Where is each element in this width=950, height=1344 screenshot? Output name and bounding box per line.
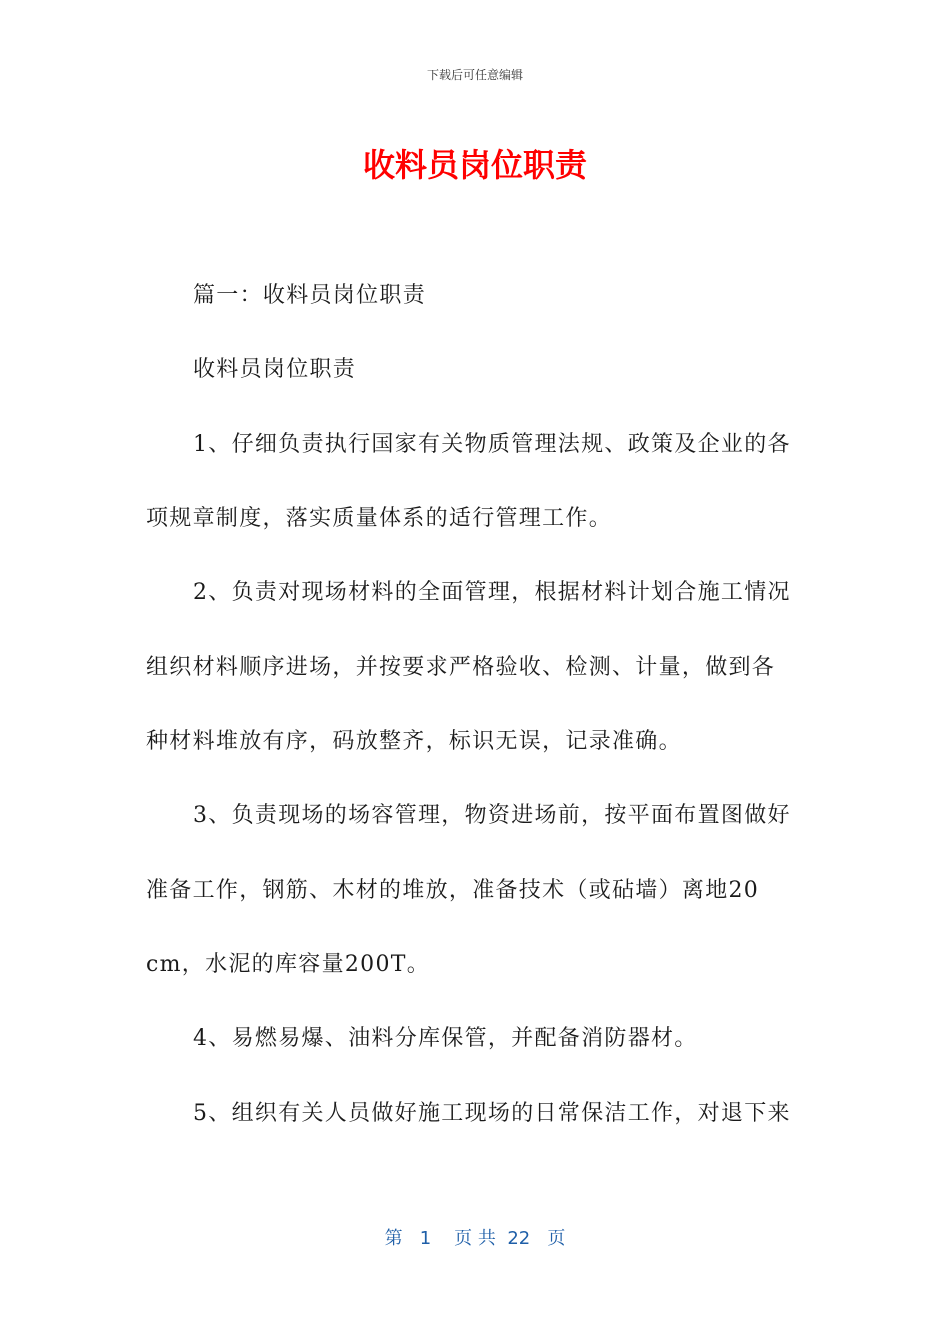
- body-line: 项规章制度，落实质量体系的适行管理工作。: [146, 506, 613, 531]
- subsection-heading: 收料员岗位职责: [193, 357, 357, 382]
- footer-suffix: 页: [547, 1228, 566, 1249]
- body-line: 5、组织有关人员做好施工现场的日常保洁工作，对退下来: [193, 1101, 791, 1126]
- body-line: 3、负责现场的场容管理，物资进场前，按平面布置图做好: [193, 803, 791, 828]
- body-line: cm，水泥的库容量200T。: [146, 952, 431, 977]
- body-line: 1、仔细负责执行国家有关物质管理法规、政策及企业的各: [193, 432, 791, 457]
- page-footer: [0, 1226, 950, 1252]
- body-line: 组织材料顺序进场，并按要求严格验收、检测、计量，做到各: [146, 655, 776, 680]
- body-line: 2、负责对现场材料的全面管理，根据材料计划合施工情况: [193, 580, 791, 605]
- footer-prefix: 第: [384, 1228, 403, 1249]
- page-header: 下载后可任意编辑: [426, 68, 523, 82]
- document-title: 收料员岗位职责: [362, 146, 587, 184]
- body-line: 4、易燃易爆、油料分库保管，并配备消防器材。: [193, 1026, 698, 1051]
- section-heading: 篇一：收料员岗位职责: [193, 283, 427, 308]
- footer-current-page: 1: [419, 1228, 432, 1249]
- footer-middle: 页 共: [454, 1228, 496, 1249]
- footer-total-pages: 22: [507, 1228, 531, 1249]
- body-line: 准备工作，钢筋、木材的堆放，准备技术（或砧墙）离地20: [146, 878, 760, 903]
- body-line: 种材料堆放有序，码放整齐，标识无误，记录准确。: [146, 729, 682, 754]
